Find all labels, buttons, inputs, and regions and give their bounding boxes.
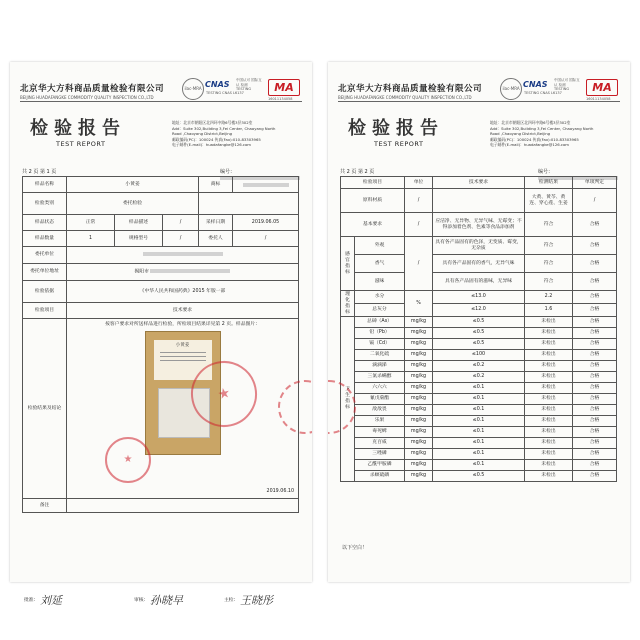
table-cell: 检验依据 [23,281,67,303]
table-cell: 未检出 [525,405,573,416]
table-cell: 合格 [573,449,617,460]
table-cell: 委托单位 [23,247,67,264]
table-cell: 杀螟硫磷 [355,471,405,482]
cma-logo: MA [586,79,618,96]
table-cell: 敌敌畏 [355,405,405,416]
table-cell: 备注 [23,499,67,513]
table-cell: / [163,231,199,247]
table-cell: mg/kg [405,394,433,405]
table-cell: ≤13.0 [433,291,525,304]
table-cell: 大黄、黄芩、黄连、穿心莲、生姜 [525,189,573,213]
table-cell: mg/kg [405,471,433,482]
table-cell: ≤100 [433,350,525,361]
approve-label: 批准： [24,598,39,603]
table-cell: 合格 [573,460,617,471]
table-cell: 未检出 [525,339,573,350]
client-address: 揭阳市 [67,264,299,281]
table-cell: 未检出 [525,383,573,394]
table-cell: 正常 [67,215,115,231]
table-cell: 合格 [573,372,617,383]
redacted-field [143,252,223,256]
cnas-logo: CNAS [205,80,230,89]
table-row [341,449,617,460]
table-cell: 滋味 [355,273,405,291]
sample-info-table [22,176,299,513]
table-cell: ≤0.5 [433,317,525,328]
test-basis: 《中华人民共和国药典》2015 年版一部 [67,281,299,303]
conclusion-cell [67,319,299,499]
table-cell [433,189,525,213]
review-signature: 孙晓早 [150,594,183,607]
table-cell: mg/kg [405,328,433,339]
sensory-unit: / [405,237,433,291]
prepare-label: 主检： [224,598,239,603]
table-cell: ≤0.5 [433,339,525,350]
results-table [340,176,617,482]
table-row [341,189,617,213]
table-cell: 合格 [573,328,617,339]
table-cell: 合格 [573,273,617,291]
table-cell: 未检出 [525,449,573,460]
table-row [341,416,617,427]
table-cell: 未检出 [525,427,573,438]
lab-name-en: BEIJING HUADAFANGKE COMMODITY QUALITY INSPECTION CO.,LTD [338,95,472,100]
table-cell: mg/kg [405,372,433,383]
table-row [341,438,617,449]
table-cell: 合格 [573,213,617,237]
report-subtitle: TEST REPORT [374,140,424,148]
seal-stamp-small: ★ [105,437,151,483]
table-cell: 未检出 [525,394,573,405]
end-note: 以下空白！ [342,545,368,551]
accreditation-logos [182,78,302,104]
table-cell: / [405,213,433,237]
table-cell: 合格 [573,317,617,328]
table-cell: 委托人 [199,231,233,247]
page-number: 共 2 页 第 1 页 [22,169,57,175]
table-cell: 合格 [573,237,617,255]
table-row [341,394,617,405]
table-cell: mg/kg [405,350,433,361]
prepare-signature: 王晓彤 [240,594,273,607]
table-cell: ≤0.2 [433,372,525,383]
table-cell: 总砷（As） [355,317,405,328]
table-cell: 原料材质 [341,189,405,213]
report-number: 编号： [220,168,312,181]
table-cell: ≤12.0 [433,304,525,317]
table-row [341,291,617,304]
sensory-group: 感官指标 [341,237,355,291]
table-cell: 符合 [525,255,573,273]
table-cell: 香气 [355,255,405,273]
results-header [341,177,617,189]
table-cell: 合格 [573,291,617,304]
cnas-number: TESTING CNAS L6137 [524,91,562,95]
table-cell: 乐果 [355,416,405,427]
report-number: 编号： [538,168,630,181]
table-cell: 具有各产品固有的色泽，无变质、霉变，无杂质 [433,237,525,255]
table-row [341,361,617,372]
table-cell: ≤0.5 [433,328,525,339]
table-cell: ≤0.1 [433,405,525,416]
table-row [341,350,617,361]
table-cell: 合格 [573,471,617,482]
table-cell: 具有各产品固有的滋味，无异味 [433,273,525,291]
ilac-logo: ilac-MRA [500,78,522,100]
table-cell: 毒死蜱 [355,427,405,438]
lab-name-en: BEIJING HUADAFANGKE COMMODITY QUALITY INSPECTION CO.,LTD [20,95,154,100]
cma-number: 16011134058 [268,97,293,101]
cma-number: 16011134058 [586,97,611,101]
report-title: 检验报告 [30,118,126,139]
table-cell: 未检出 [525,350,573,361]
table-cell: 符合 [525,237,573,255]
table-cell: 未检出 [525,471,573,482]
table-cell: mg/kg [405,405,433,416]
table-cell: mg/kg [405,438,433,449]
ilac-logo: ilac-MRA [182,78,204,100]
hygiene-group: 卫生指标 [341,317,355,482]
table-cell: 合格 [573,350,617,361]
table-cell: mg/kg [405,416,433,427]
table-cell: mg/kg [405,460,433,471]
physchem-group: 理化指标 [341,291,355,317]
table-cell: ≤0.1 [433,438,525,449]
table-cell: 乙酰甲胺磷 [355,460,405,471]
report-page-2 [328,62,630,582]
table-cell: 水分 [355,291,405,304]
conclusion-text: 按客户要求对所送样品进行检验，所检项目结果详见第 2 页。样品图片： [105,322,260,327]
ilac-text: 中国认可 国际互认 检测 TESTING [554,78,580,91]
table-cell: mg/kg [405,339,433,350]
table-row [341,405,617,416]
table-cell: 商标 [199,177,233,193]
package-label: 小黄姜 [154,340,212,380]
table-cell: 样品描述 [115,215,163,231]
test-type: 委托检验 [67,193,199,215]
cnas-logo: CNAS [523,80,548,89]
table-row [341,213,617,237]
table-cell: ≤0.1 [433,427,525,438]
table-cell: 合格 [573,361,617,372]
table-cell: 二氧化硫 [355,350,405,361]
table-cell: 委托单位地址 [23,264,67,281]
lab-name: 北京华大方科商品质量检验有限公司 [338,84,483,94]
table-cell: 样品状态 [23,215,67,231]
page-number: 共 2 页 第 2 页 [340,169,375,175]
table-cell: 总灰分 [355,304,405,317]
table-cell: ≤0.1 [433,416,525,427]
table-cell: / [163,215,199,231]
table-cell: 滴滴涕 [355,361,405,372]
report-title: 检验报告 [348,118,444,139]
table-cell: 合格 [573,304,617,317]
table-cell: 未检出 [525,328,573,339]
table-cell: 单位 [405,177,433,189]
table-cell: ≤0.2 [433,361,525,372]
table-cell: 未检出 [525,317,573,328]
table-cell: 未检出 [525,361,573,372]
table-cell: 合格 [573,438,617,449]
table-cell: 具有各产品固有的香气，无异气味 [433,255,525,273]
table-cell: 应洁净、无异物、无异气味、无霉变；不得添加着色剂、色素等食品添加剂 [433,213,525,237]
table-cell: 样品数量 [23,231,67,247]
table-cell: 未检出 [525,438,573,449]
table-cell: ≤0.1 [433,449,525,460]
table-cell: % [405,291,433,317]
table-row [341,471,617,482]
table-cell: 技术要求 [433,177,525,189]
table-cell: ≤0.1 [433,460,525,471]
table-cell: 未检出 [525,372,573,383]
table-cell: 合格 [573,383,617,394]
table-cell: / [573,189,617,213]
table-cell: 外观 [355,237,405,255]
table-cell: mg/kg [405,317,433,328]
table-row [341,460,617,471]
inspection-seal: ★ [185,355,263,433]
ilac-text: 中国认可 国际互认 检测 TESTING [236,78,262,91]
table-row [341,339,617,350]
table-cell: 三氯杀螨醇 [355,372,405,383]
test-items: 技术要求 [67,303,299,319]
redacted-field [243,183,289,187]
report-subtitle: TEST REPORT [56,140,106,148]
table-cell: 合格 [573,405,617,416]
table-row [341,317,617,328]
table-cell: 合格 [573,427,617,438]
table-cell: 三唑磷 [355,449,405,460]
table-row [341,427,617,438]
table-cell: 未检出 [525,460,573,471]
table-cell: 六六六 [355,383,405,394]
table-cell: 克百威 [355,438,405,449]
table-cell: 未检出 [525,416,573,427]
table-cell: 氰戊菊酯 [355,394,405,405]
table-cell: 采样日期 [199,215,233,231]
table-cell: 合格 [573,255,617,273]
approve-signature: 刘延 [40,594,62,607]
table-cell: 合格 [573,339,617,350]
accreditation-logos [500,78,620,104]
lab-address: 地址：北京市朝阳区北四环中路6号楼3层302室 Add：Suite 302,Building 3,Fei Center, Chaoyang North Road ,Chaoyang District,Beijing 邮政编码(PC)：100024 传真(Fax):010-83303965 电子邮件(E-mail)：huadafangke@126.com [172,120,276,148]
table-cell: 样品名称 [23,177,67,193]
table-row [341,328,617,339]
table-cell: 规格型号 [115,231,163,247]
client-unit [67,247,299,264]
table-row [341,304,617,317]
review-label: 审核： [134,598,149,603]
table-row [341,273,617,291]
remark-value [67,499,299,513]
table-cell: mg/kg [405,383,433,394]
table-cell: 合格 [573,416,617,427]
table-cell: / [233,231,299,247]
lab-name: 北京华大方科商品质量检验有限公司 [20,84,165,94]
sampling-date: 2019.06.05 [233,215,299,231]
table-cell: 检验项目 [23,303,67,319]
table-cell: 镉（Cd） [355,339,405,350]
table-cell: 符合 [525,273,573,291]
table-cell: 2.2 [525,291,573,304]
table-cell: 铅（Pb） [355,328,405,339]
table-cell: 检验结果及结论 [23,319,67,499]
table-row [341,237,617,255]
table-cell: 检验类别 [23,193,67,215]
table-cell: mg/kg [405,427,433,438]
cnas-number: TESTING CNAS L6137 [206,91,244,95]
table-cell: 单项判定 [573,177,617,189]
issue-date: 2019.06.10 [266,489,294,494]
lab-address: 地址：北京市朝阳区北四环中路6号楼3层302室 Add：Suite 302,Building 3,Fei Center, Chaoyang North Road ,Chaoyang District,Beijing 邮政编码(PC)：100024 传真(Fax):010-83303965 电子邮件(E-mail)：huadafangke@126.com [490,120,594,148]
table-cell: ≤0.5 [433,471,525,482]
blank-cell [199,193,299,215]
table-row [341,255,617,273]
table-cell: 合格 [573,394,617,405]
table-cell: 符合 [525,213,573,237]
table-row [341,372,617,383]
sample-name: 小黄姜 [67,177,199,193]
table-cell: ≤0.1 [433,383,525,394]
table-cell: 基本要求 [341,213,405,237]
table-cell: 1.6 [525,304,573,317]
table-cell: 检测结果 [525,177,573,189]
table-row [341,383,617,394]
table-cell: / [405,189,433,213]
table-cell: 检验项目 [341,177,405,189]
cma-logo: MA [268,79,300,96]
table-cell: mg/kg [405,449,433,460]
table-cell: 1 [67,231,115,247]
table-cell: ≤0.1 [433,394,525,405]
trademark-value [233,177,299,193]
table-cell: mg/kg [405,361,433,372]
report-page-1 [10,62,312,582]
redacted-field [150,269,230,273]
